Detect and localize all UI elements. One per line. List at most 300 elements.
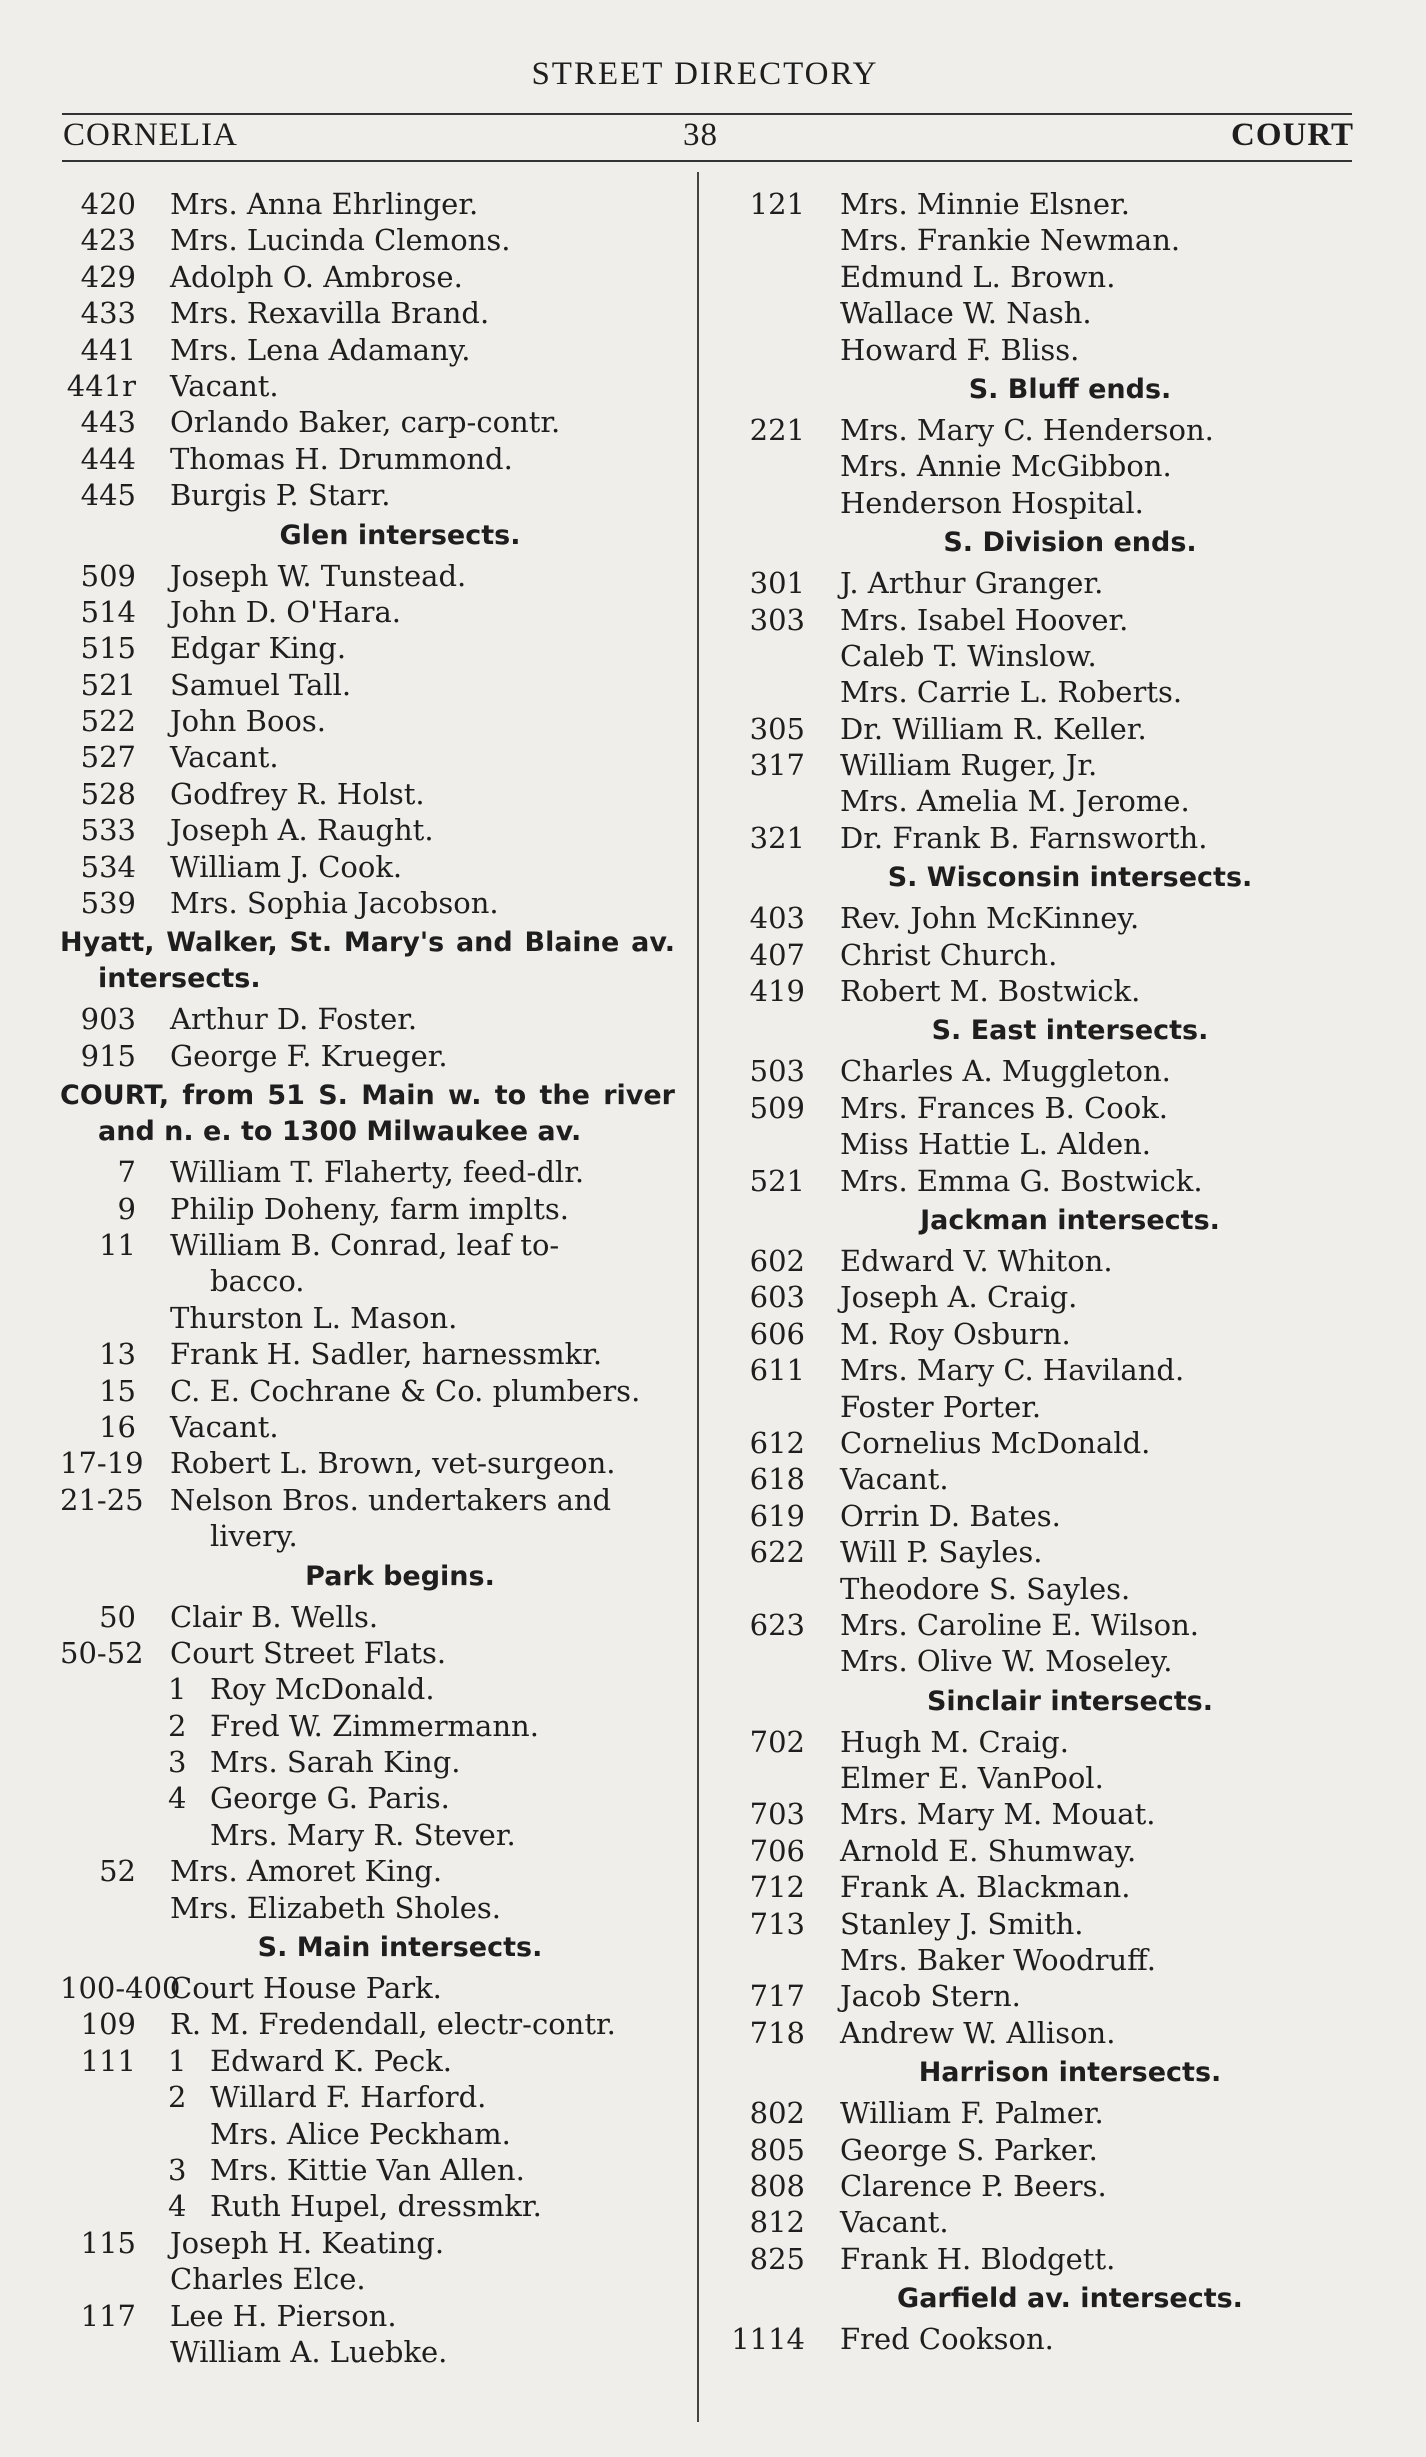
- resident-name: Robert M. Bostwick.: [840, 974, 1141, 1009]
- directory-entry: [730, 1643, 1390, 1679]
- house-number: 528: [80, 776, 136, 811]
- resident-name: Vacant.: [840, 1462, 949, 1497]
- resident-name: William J. Cook.: [170, 849, 403, 884]
- directory-entry: [60, 368, 680, 404]
- directory-entry: [730, 1796, 1390, 1832]
- right-column: [730, 186, 1390, 2358]
- house-number: 441r: [66, 368, 136, 403]
- directory-entry: [730, 186, 1390, 222]
- directory-entry: [730, 638, 1390, 674]
- house-number: 11: [99, 1227, 136, 1262]
- house-number: 445: [80, 478, 136, 513]
- header-bottom-rule: [62, 160, 1352, 162]
- resident-name: Mrs. Emma G. Bostwick.: [840, 1163, 1203, 1198]
- resident-name: Samuel Tall.: [170, 667, 352, 702]
- unit-number: 1: [168, 1672, 187, 1707]
- list-block: [60, 558, 680, 922]
- resident-name: bacco.: [210, 1264, 305, 1299]
- resident-name: Mrs. Mary C. Haviland.: [840, 1353, 1185, 1388]
- directory-entry: [730, 565, 1390, 601]
- directory-entry: [60, 2298, 680, 2334]
- directory-entry: [60, 186, 680, 222]
- house-number: 423: [80, 223, 136, 258]
- directory-entry: [730, 2168, 1390, 2204]
- directory-entry: [60, 1001, 680, 1037]
- directory-entry: [60, 812, 680, 848]
- directory-entry: [60, 2043, 680, 2079]
- directory-entry: [730, 2204, 1390, 2240]
- directory-entry: [730, 2095, 1390, 2131]
- directory-entry: [730, 1389, 1390, 1425]
- directory-entry: [60, 1671, 680, 1707]
- resident-name: Vacant.: [170, 1409, 279, 1444]
- directory-entry: [60, 1154, 680, 1190]
- house-number: 317: [749, 748, 805, 783]
- resident-name: John Boos.: [170, 704, 326, 739]
- section-heading: S. Bluff ends.: [968, 373, 1172, 405]
- house-number: 618: [749, 1462, 805, 1497]
- resident-name: Frank H. Blodgett.: [840, 2241, 1116, 2276]
- house-number: 619: [749, 1498, 805, 1533]
- resident-name: Mrs. Elizabeth Sholes.: [170, 1890, 501, 1925]
- resident-name: Hugh M. Craig.: [840, 1724, 1069, 1759]
- directory-entry: [730, 1498, 1390, 1534]
- house-number: 533: [80, 813, 136, 848]
- directory-entry: [60, 1518, 680, 1554]
- list-block: [730, 1053, 1390, 1199]
- section-heading: S. East intersects.: [931, 1015, 1209, 1047]
- resident-name: Burgis P. Starr.: [170, 478, 391, 513]
- list-block: [60, 1599, 680, 1927]
- directory-entry: [730, 900, 1390, 936]
- resident-name: Arnold E. Shumway.: [840, 1833, 1137, 1868]
- directory-entry: [60, 594, 680, 630]
- directory-entry: [60, 1373, 680, 1409]
- house-number: 808: [749, 2168, 805, 2203]
- house-number: 603: [749, 1280, 805, 1315]
- page-title: STREET DIRECTORY: [531, 56, 879, 92]
- directory-entry: [730, 602, 1390, 638]
- resident-name: Edward V. Whiton.: [840, 1243, 1113, 1278]
- resident-name: Charles A. Muggleton.: [840, 1054, 1171, 1089]
- directory-entry: [60, 404, 680, 440]
- directory-entry: [730, 1869, 1390, 1905]
- resident-name: Clair B. Wells.: [170, 1599, 379, 1634]
- resident-name: William A. Luebke.: [170, 2334, 448, 2369]
- directory-entry: [730, 783, 1390, 819]
- directory-entry: [60, 1817, 680, 1853]
- unit-number: 4: [168, 1781, 187, 1816]
- house-number: 713: [749, 1906, 805, 1941]
- directory-entry: [60, 1336, 680, 1372]
- house-number: 805: [749, 2132, 805, 2167]
- resident-name: Roy McDonald.: [210, 1672, 435, 1707]
- resident-name: John D. O'Hara.: [170, 594, 402, 629]
- house-number: 111: [80, 2043, 136, 2078]
- house-number: 521: [749, 1163, 805, 1198]
- resident-name: M. Roy Osburn.: [840, 1316, 1071, 1351]
- resident-name: Thurston L. Mason.: [170, 1300, 458, 1335]
- directory-entry: [60, 1599, 680, 1635]
- section-heading: Sinclair intersects.: [926, 1685, 1213, 1717]
- directory-entry: [60, 2116, 680, 2152]
- resident-name: Henderson Hospital.: [840, 485, 1144, 520]
- directory-entry: [730, 485, 1390, 521]
- directory-entry: [60, 1635, 680, 1671]
- unit-number: 3: [168, 1745, 187, 1780]
- resident-name: Court House Park.: [170, 1971, 442, 2006]
- house-number: 52: [99, 1854, 136, 1889]
- house-number: 429: [80, 259, 136, 294]
- directory-entry: [60, 2152, 680, 2188]
- house-number: 622: [749, 1535, 805, 1570]
- directory-entry: [730, 295, 1390, 331]
- house-number: 514: [80, 594, 136, 629]
- directory-entry: [730, 747, 1390, 783]
- house-number: 602: [749, 1243, 805, 1278]
- resident-name: Elmer E. VanPool.: [840, 1761, 1104, 1796]
- directory-entry: [60, 1780, 680, 1816]
- directory-entry: [730, 2015, 1390, 2051]
- directory-entry: [60, 477, 680, 513]
- section-heading: Jackman intersects.: [920, 1204, 1220, 1236]
- list-block: [730, 186, 1390, 368]
- directory-entry: [60, 1263, 680, 1299]
- directory-entry: [60, 1409, 680, 1445]
- directory-entry: [730, 937, 1390, 973]
- directory-entry: [60, 441, 680, 477]
- house-number: 100-400: [60, 1971, 181, 2006]
- street-heading: COURT, from 51 S. Main w. to the river and n. e. to 1300 Milwaukee av.: [60, 1080, 675, 1148]
- house-number: 703: [749, 1797, 805, 1832]
- resident-name: Mrs. Minnie Elsner.: [840, 187, 1130, 221]
- list-block: [730, 1724, 1390, 2052]
- house-number: 407: [749, 937, 805, 972]
- unit-number: 2: [168, 2080, 187, 2115]
- list-block: [730, 2095, 1390, 2277]
- house-number: 539: [80, 886, 136, 921]
- directory-entry: [60, 1038, 680, 1074]
- resident-name: Joseph A. Craig.: [840, 1280, 1078, 1315]
- resident-name: Caleb T. Winslow.: [840, 638, 1097, 673]
- house-number: 441: [80, 332, 136, 367]
- resident-name: Orlando Baker, carp-contr.: [170, 405, 561, 440]
- resident-name: Mrs. Frances B. Cook.: [840, 1090, 1168, 1125]
- directory-entry: [60, 776, 680, 812]
- directory-entry: [730, 1833, 1390, 1869]
- resident-name: Mrs. Mary C. Henderson.: [840, 412, 1214, 447]
- resident-name: George G. Paris.: [210, 1781, 450, 1816]
- resident-name: Wallace W. Nash.: [840, 296, 1092, 331]
- resident-name: Clarence P. Beers.: [840, 2168, 1107, 2203]
- list-block: [60, 1001, 680, 1074]
- resident-name: Howard F. Bliss.: [840, 332, 1080, 367]
- house-number: 623: [749, 1607, 805, 1642]
- resident-name: Philip Doheny, farm implts.: [170, 1191, 569, 1226]
- resident-name: Mrs. Amelia M. Jerome.: [840, 784, 1190, 819]
- section-heading: Park begins.: [305, 1560, 495, 1592]
- house-number: 433: [80, 296, 136, 331]
- house-number: 21-25: [60, 1482, 144, 1517]
- house-number: 522: [80, 704, 136, 739]
- left-column: [60, 186, 680, 2370]
- resident-name: Frank A. Blackman.: [840, 1870, 1131, 1905]
- section-heading: Glen intersects.: [279, 519, 521, 551]
- directory-entry: [60, 1708, 680, 1744]
- directory-entry: [730, 1090, 1390, 1126]
- resident-name: George F. Krueger.: [170, 1038, 448, 1073]
- directory-entry: [730, 2132, 1390, 2168]
- resident-name: William Ruger, Jr.: [840, 748, 1098, 783]
- directory-entry: [60, 1300, 680, 1336]
- directory-entry: [60, 739, 680, 775]
- unit-number: 1: [168, 2043, 187, 2078]
- page-number: 38: [683, 117, 718, 153]
- house-number: 109: [80, 2007, 136, 2042]
- house-number: 115: [80, 2225, 136, 2260]
- resident-name: R. M. Fredendall, electr-contr.: [170, 2007, 616, 2042]
- house-number: 503: [749, 1054, 805, 1089]
- resident-name: Theodore S. Sayles.: [840, 1571, 1131, 1606]
- house-number: 802: [749, 2096, 805, 2131]
- directory-entry: [730, 1163, 1390, 1199]
- house-number: 1114: [731, 2322, 805, 2357]
- resident-name: Will P. Sayles.: [840, 1535, 1043, 1570]
- directory-entry: [60, 2006, 680, 2042]
- house-number: 903: [80, 1002, 136, 1037]
- directory-entry: [730, 1571, 1390, 1607]
- resident-name: C. E. Cochrane & Co. plumbers.: [170, 1373, 641, 1408]
- resident-name: Dr. Frank B. Farnsworth.: [840, 820, 1208, 855]
- list-block: [60, 1970, 680, 2370]
- directory-entry: [60, 1445, 680, 1481]
- resident-name: Joseph H. Keating.: [170, 2225, 445, 2260]
- directory-entry: [730, 973, 1390, 1009]
- resident-name: Joseph W. Tunstead.: [170, 558, 467, 593]
- header-left-street: CORNELIA: [63, 117, 238, 153]
- resident-name: Mrs. Mary R. Stever.: [210, 1817, 516, 1852]
- resident-name: Vacant.: [840, 2205, 949, 2240]
- resident-name: Thomas H. Drummond.: [170, 441, 513, 476]
- directory-entry: [60, 2225, 680, 2261]
- resident-name: Edgar King.: [170, 631, 347, 666]
- house-number: 612: [749, 1425, 805, 1460]
- resident-name: Mrs. Rexavilla Brand.: [170, 296, 490, 331]
- house-number: 825: [749, 2241, 805, 2276]
- house-number: 221: [749, 412, 805, 447]
- house-number: 509: [749, 1090, 805, 1125]
- house-number: 17-19: [60, 1446, 144, 1481]
- resident-name: Mrs. Sophia Jacobson.: [170, 886, 499, 921]
- directory-entry: [60, 2261, 680, 2297]
- house-number: 515: [80, 631, 136, 666]
- list-block: [60, 186, 680, 514]
- resident-name: Mrs. Kittie Van Allen.: [210, 2152, 525, 2187]
- resident-name: Jacob Stern.: [840, 1979, 1021, 2014]
- resident-name: Mrs. Anna Ehrlinger.: [170, 187, 479, 221]
- directory-entry: [730, 2241, 1390, 2277]
- unit-number: 4: [168, 2189, 187, 2224]
- house-number: 717: [749, 1979, 805, 2014]
- resident-name: Lee H. Pierson.: [170, 2298, 397, 2333]
- directory-entry: [730, 448, 1390, 484]
- house-number: 509: [80, 558, 136, 593]
- list-block: [730, 412, 1390, 521]
- directory-entry: [60, 630, 680, 666]
- resident-name: Stanley J. Smith.: [840, 1906, 1084, 1941]
- house-number: 403: [749, 901, 805, 936]
- directory-entry: [60, 558, 680, 594]
- resident-name: William F. Palmer.: [840, 2096, 1104, 2131]
- directory-entry: [60, 332, 680, 368]
- directory-entry: [60, 259, 680, 295]
- resident-name: J. Arthur Granger.: [840, 566, 1104, 601]
- directory-entry: [730, 1316, 1390, 1352]
- resident-name: Fred W. Zimmermann.: [210, 1708, 539, 1743]
- list-block: [730, 565, 1390, 856]
- house-number: 419: [749, 974, 805, 1009]
- house-number: 7: [117, 1155, 136, 1190]
- house-number: 611: [749, 1353, 805, 1388]
- resident-name: Mrs. Baker Woodruff.: [840, 1943, 1156, 1978]
- resident-name: William T. Flaherty, feed-dlr.: [170, 1155, 585, 1190]
- directory-entry: [60, 667, 680, 703]
- directory-entry: [730, 1760, 1390, 1796]
- directory-entry: [730, 1126, 1390, 1162]
- resident-name: Mrs. Sarah King.: [210, 1745, 461, 1780]
- house-number: 13: [99, 1337, 136, 1372]
- resident-name: Vacant.: [170, 368, 279, 403]
- directory-entry: [730, 222, 1390, 258]
- house-number: 420: [80, 187, 136, 221]
- resident-name: Arthur D. Foster.: [170, 1002, 418, 1037]
- directory-entry: [60, 1191, 680, 1227]
- resident-name: Fred Cookson.: [840, 2322, 1054, 2357]
- directory-entry: [730, 2321, 1390, 2357]
- directory-entry: [730, 820, 1390, 856]
- directory-entry: [730, 711, 1390, 747]
- resident-name: Dr. William R. Keller.: [840, 711, 1147, 746]
- directory-entry: [730, 1352, 1390, 1388]
- resident-name: Mrs. Lucinda Clemons.: [170, 223, 511, 258]
- resident-name: Mrs. Alice Peckham.: [210, 2116, 511, 2151]
- resident-name: Joseph A. Raught.: [170, 813, 434, 848]
- directory-entry: [60, 1227, 680, 1263]
- directory-entry: [60, 1482, 680, 1518]
- resident-name: Mrs. Lena Adamany.: [170, 332, 471, 367]
- house-number: 50: [99, 1599, 136, 1634]
- header-right-street: COURT: [1230, 117, 1354, 153]
- resident-name: Willard F. Harford.: [210, 2080, 487, 2115]
- directory-entry: [730, 1425, 1390, 1461]
- unit-number: 2: [168, 1708, 187, 1743]
- list-block: [60, 1154, 680, 1554]
- directory-entry: [730, 1906, 1390, 1942]
- section-heading: S. Main intersects.: [257, 1932, 543, 1964]
- resident-name: Cornelius McDonald.: [840, 1425, 1151, 1460]
- resident-name: Edmund L. Brown.: [840, 259, 1116, 294]
- directory-entry: [730, 1053, 1390, 1089]
- resident-name: Mrs. Mary M. Mouat.: [840, 1797, 1156, 1832]
- resident-name: Christ Church.: [840, 937, 1058, 972]
- resident-name: Mrs. Frankie Newman.: [840, 223, 1181, 258]
- resident-name: Charles Elce.: [170, 2262, 366, 2297]
- directory-entry: [60, 2334, 680, 2370]
- list-block: [730, 2321, 1390, 2357]
- resident-name: Court Street Flats.: [170, 1635, 447, 1670]
- house-number: 50-52: [60, 1635, 144, 1670]
- house-number: 527: [80, 740, 136, 775]
- resident-name: Mrs. Isabel Hoover.: [840, 602, 1129, 637]
- header-top-rule: [62, 113, 1352, 115]
- resident-name: Mrs. Carrie L. Roberts.: [840, 675, 1183, 710]
- directory-entry: [730, 1534, 1390, 1570]
- directory-entry: [60, 849, 680, 885]
- resident-name: Robert L. Brown, vet-surgeon.: [170, 1446, 616, 1481]
- house-number: 15: [99, 1373, 136, 1408]
- directory-entry: [730, 412, 1390, 448]
- directory-entry: [60, 2188, 680, 2224]
- resident-name: Foster Porter.: [840, 1389, 1042, 1424]
- house-number: 702: [749, 1724, 805, 1759]
- house-number: 301: [749, 566, 805, 601]
- section-heading: S. Division ends.: [943, 527, 1197, 559]
- house-number: 443: [80, 405, 136, 440]
- house-number: 305: [749, 711, 805, 746]
- house-number: 534: [80, 849, 136, 884]
- resident-name: Frank H. Sadler, harnessmkr.: [170, 1337, 603, 1372]
- directory-entry: [730, 332, 1390, 368]
- resident-name: William B. Conrad, leaf to-: [170, 1227, 560, 1262]
- directory-entry: [730, 1724, 1390, 1760]
- directory-entry: [60, 1853, 680, 1889]
- resident-name: Nelson Bros. undertakers and: [170, 1482, 612, 1517]
- resident-name: Rev. John McKinney.: [840, 901, 1140, 936]
- section-heading: S. Wisconsin intersects.: [887, 862, 1253, 894]
- directory-entry: [60, 703, 680, 739]
- resident-name: Godfrey R. Holst.: [170, 776, 425, 811]
- resident-name: Miss Hattie L. Alden.: [840, 1127, 1152, 1162]
- directory-entry: [730, 1461, 1390, 1497]
- house-number: 712: [749, 1870, 805, 1905]
- resident-name: Edward K. Peck.: [210, 2043, 452, 2078]
- resident-name: Vacant.: [170, 740, 279, 775]
- directory-entry: [60, 1744, 680, 1780]
- resident-name: Mrs. Amoret King.: [170, 1854, 443, 1889]
- directory-entry: [730, 1279, 1390, 1315]
- house-number: 706: [749, 1833, 805, 1868]
- directory-entry: [60, 295, 680, 331]
- resident-name: livery.: [210, 1519, 298, 1554]
- house-number: 121: [749, 187, 805, 221]
- directory-entry: [60, 2079, 680, 2115]
- directory-entry: [730, 1607, 1390, 1643]
- list-block: [730, 900, 1390, 1009]
- directory-entry: [730, 1942, 1390, 1978]
- house-number: 915: [80, 1038, 136, 1073]
- resident-name: Mrs. Annie McGibbon.: [840, 449, 1172, 484]
- section-heading: Hyatt, Walker, St. Mary's and Blaine av. intersects.: [60, 927, 675, 995]
- house-number: 321: [749, 820, 805, 855]
- directory-entry: [60, 885, 680, 921]
- house-number: 9: [117, 1191, 136, 1226]
- resident-name: George S. Parker.: [840, 2132, 1098, 2167]
- house-number: 606: [749, 1316, 805, 1351]
- directory-entry: [730, 674, 1390, 710]
- list-block: [730, 1243, 1390, 1680]
- resident-name: Orrin D. Bates.: [840, 1498, 1061, 1533]
- resident-name: Ruth Hupel, dressmkr.: [210, 2189, 542, 2224]
